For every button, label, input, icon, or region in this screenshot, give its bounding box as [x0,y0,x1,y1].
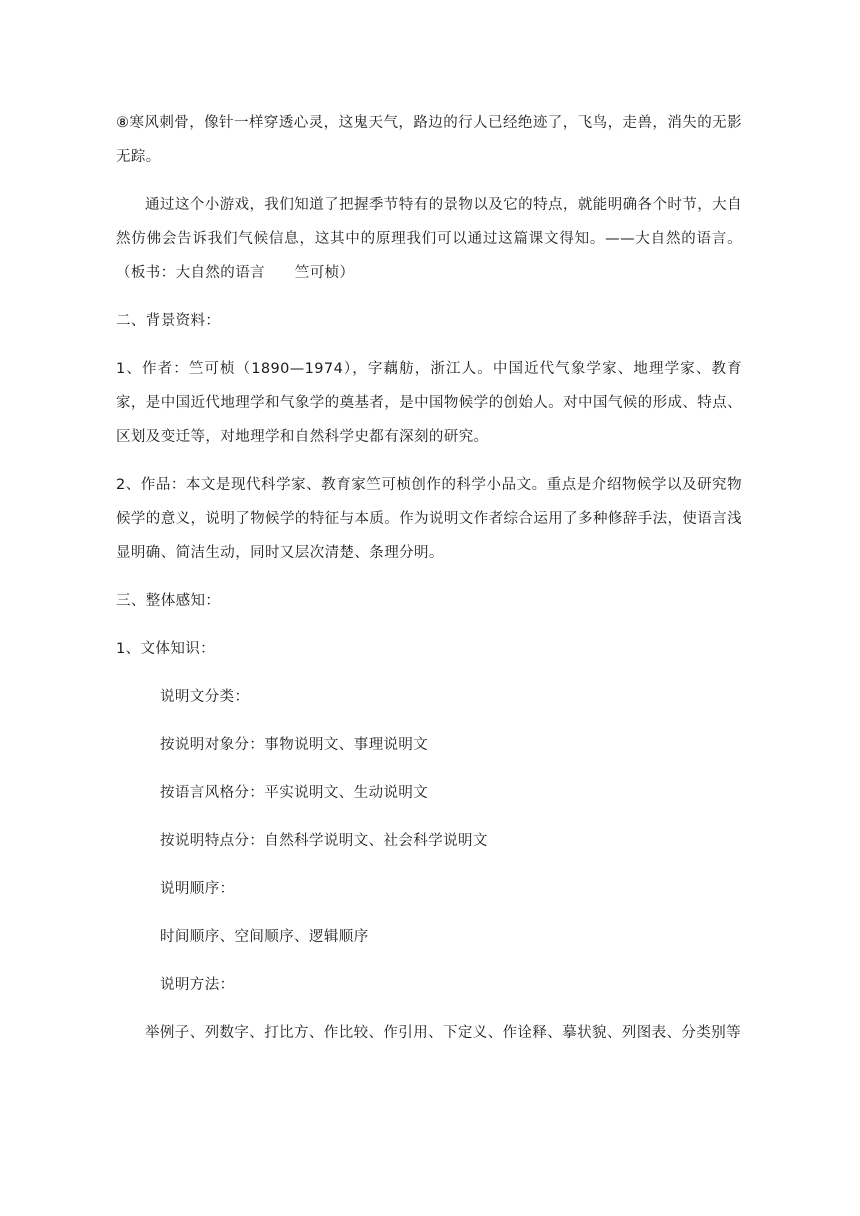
item-order-list: 时间顺序、空间顺序、逻辑顺序 [160,929,369,945]
item-method: 说明方法： [160,977,235,993]
item-by-feature: 按说明特点分：自然科学说明文、社会科学说明文 [160,833,488,849]
item-classify: 说明文分类： [160,689,250,705]
paragraph-work: 2、作品：本文是现代科学家、教育家竺可桢创作的科学小品文。重点是介绍物候学以及研究物候学的意义，说明了物候学的特征与本质。作为说明文作者综合运用了多种修辞手法，使语言浅显明确、简洁生动，同时又层次清楚、条理分明。 [116,477,742,561]
item-order: 说明顺序： [160,881,235,897]
paragraph-game-8: ⑧寒风刺骨，像针一样穿透心灵，这鬼天气，路边的行人已经绝迹了，飞鸟，走兽，消失的无影无踪。 [116,115,742,165]
paragraph-method-list: 举例子、列数字、打比方、作比较、作引用、下定义、作诠释、摹状貌、列图表、分类别等 [145,1025,741,1041]
paragraph-author: 1、作者：竺可桢（1890—1974），字藕舫，浙江人。中国近代气象学家、地理学家、教育家，是中国近代地理学和气象学的奠基者，是中国物候学的创始人。对中国气候的形成、特点、区划及变迁等，对地理学和自然科学史都有深刻的研究。 [116,361,742,445]
heading-overall: 三、整体感知： [116,593,221,609]
paragraph-genre-knowledge: 1、文体知识： [116,641,216,657]
paragraph-summary: 通过这个小游戏，我们知道了把握季节特有的景物以及它的特点，就能明确各个时节，大自然仿佛会告诉我们气候信息，这其中的原理我们可以通过这篇课文得知。——大自然的语言。（板书：大自然的语言 竺可桢） [116,197,742,281]
item-by-style: 按语言风格分：平实说明文、生动说明文 [160,785,429,801]
item-by-object: 按说明对象分：事物说明文、事理说明文 [160,737,429,753]
heading-background: 二、背景资料： [116,313,221,329]
